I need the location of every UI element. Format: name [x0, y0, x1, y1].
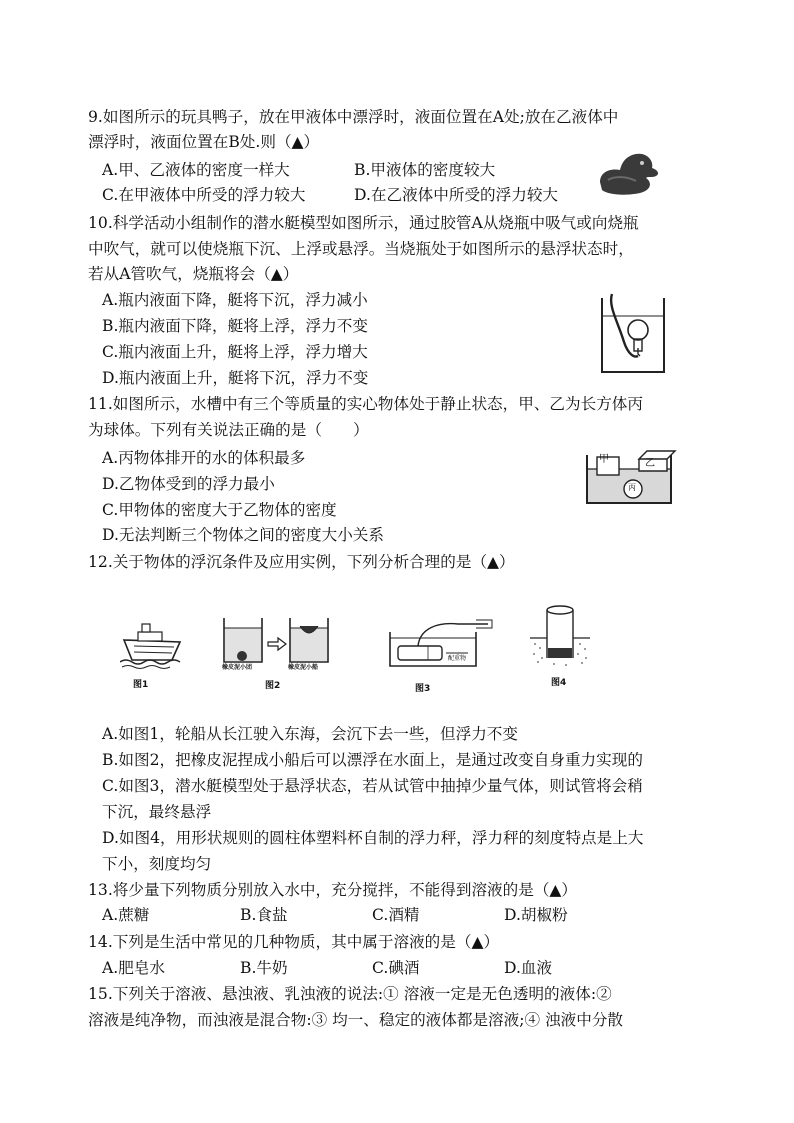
fig2-right-label: 橡皮泥小船	[288, 664, 319, 671]
q11-option-c: C.甲物体的密度大于乙物体的密度	[102, 501, 337, 519]
fig11-label-bing: 丙	[628, 483, 636, 492]
q13-option-a: A.蔗糖	[102, 906, 150, 924]
fig2-caption: 图2	[265, 681, 281, 691]
q11-option-a: A.丙物体排开的水的体积最多	[102, 449, 306, 467]
fig4-caption: 图4	[551, 678, 567, 688]
q9-option-c: C.在甲液体中所受的浮力较大	[102, 186, 306, 204]
q14-option-d: D.血液	[504, 959, 553, 977]
q9-options-row1	[102, 158, 662, 182]
q13-option-d: D.胡椒粉	[504, 906, 568, 924]
q9-option-a: A.甲、乙液体的密度一样大	[102, 161, 290, 179]
submarine-flask-figure	[598, 292, 670, 376]
q11-option-d: D.无法判断三个物体之间的密度大小关系	[102, 526, 384, 544]
q13-option-c: C.酒精	[372, 906, 420, 924]
fig3-caption: 图3	[415, 684, 431, 694]
q12-option-d-line2: 下小，刻度均匀	[102, 855, 212, 873]
q11-line1: 11.如图所示，水槽中有三个等质量的实心物体处于静止状态，甲、乙为长方体丙	[88, 395, 643, 413]
float-scale-figure	[530, 604, 590, 668]
q13-line1: 13.将少量下列物质分别放入水中，充分搅拌，不能得到溶液的是（▲）	[88, 881, 578, 899]
ship-figure	[120, 620, 186, 672]
q9-option-d: D.在乙液体中所受的浮力较大	[354, 186, 559, 204]
q10-option-d: D.瓶内液面上升，艇将下沉，浮力不变	[102, 369, 369, 387]
q15-line2: 溶液是纯净物，而浊液是混合物:③ 均一、稳定的液体都是溶液;④ 浊液中分散	[88, 1011, 624, 1029]
q14-option-a: A.肥皂水	[102, 959, 165, 977]
fig11-label-jia: 甲	[599, 454, 609, 465]
q14-options	[102, 956, 662, 980]
fig1-caption: 图1	[133, 680, 149, 690]
rubber-duck-figure	[596, 148, 664, 196]
q11-line2: 为球体。下列有关说法正确的是（ ）	[88, 421, 369, 439]
q9-option-b: B.甲液体的密度较大	[354, 161, 496, 179]
q12-option-c-line1: C.如图3，潜水艇模型处于悬浮状态，若从试管中抽掉少量气体，则试管将会稍	[102, 777, 643, 795]
q9-options-row2	[102, 183, 662, 207]
q9-line1: 9.如图所示的玩具鸭子，放在甲液体中漂浮时，液面位置在A处;放在乙液体中	[88, 108, 619, 126]
fig11-label-yi: 乙	[645, 458, 655, 469]
submarine-model-figure	[388, 618, 500, 670]
q12-option-a: A.如图1，轮船从长江驶入东海，会沉下去一些，但浮力不变	[102, 725, 518, 743]
q12-option-d-line1: D.如图4，用形状规则的圆柱体塑料杯自制的浮力秤，浮力秤的刻度特点是上大	[102, 829, 644, 847]
q14-option-c: C.碘酒	[372, 959, 420, 977]
q15-line1: 15.下列关于溶液、悬浊液、乳浊液的说法:① 溶液一定是无色透明的液体:②	[88, 985, 612, 1003]
clay-figure	[220, 614, 330, 666]
q12-option-c-line2: 下沉，最终悬浮	[102, 803, 212, 821]
q9-line2: 漂浮时，液面位置在B处.则（▲）	[88, 133, 320, 151]
q14-line1: 14.下列是生活中常见的几种物质，其中属于溶液的是（▲）	[88, 933, 500, 951]
q10-line1: 10.科学活动小组制作的潜水艇模型如图所示，通过胶管A从烧瓶中吸气或向烧瓶	[88, 214, 639, 232]
q10-line2: 中吹气，就可以使烧瓶下沉、上浮或悬浮。当烧瓶处于如图所示的悬浮状态时，	[88, 240, 634, 258]
fig2-left-label: 橡皮泥小团	[222, 664, 253, 671]
q10-line3: 若从A管吹气，烧瓶将会（▲）	[88, 265, 299, 283]
q10-option-c: C.瓶内液面上升，艇将上浮，浮力增大	[102, 343, 368, 361]
q10-option-b: B.瓶内液面下降，艇将上浮，浮力不变	[102, 317, 368, 335]
q13-options	[102, 903, 662, 927]
q10-option-a: A.瓶内液面下降，艇将下沉，浮力减小	[102, 291, 368, 309]
q11-option-b: D.乙物体受到的浮力最小	[102, 475, 275, 493]
q13-option-b: B.食盐	[240, 906, 288, 924]
svg-text:配重物: 配重物	[448, 655, 467, 662]
q12-option-b: B.如图2，把橡皮泥捏成小船后可以漂浮在水面上，是通过改变自身重力实现的	[102, 751, 643, 769]
q14-option-b: B.牛奶	[240, 959, 288, 977]
q12-line1: 12.关于物体的浮沉条件及应用实例，下列分析合理的是（▲）	[88, 553, 515, 571]
